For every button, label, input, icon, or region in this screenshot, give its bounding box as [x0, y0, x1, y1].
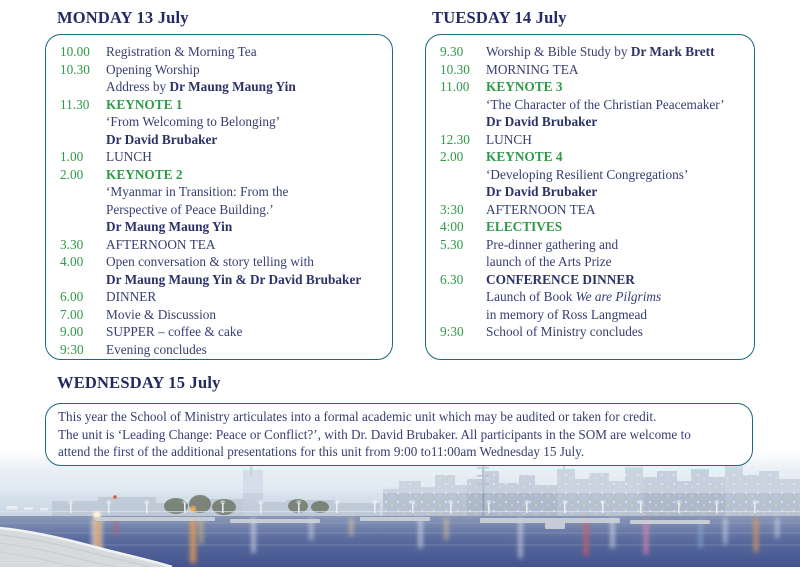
schedule-row [46, 201, 392, 219]
time-label: 11.00 [440, 79, 470, 94]
event-text [486, 61, 578, 79]
schedule-row [426, 271, 754, 289]
schedule-row [46, 148, 392, 166]
schedule-row [426, 131, 754, 149]
event-text [106, 183, 288, 201]
event-segment: Perspective of Peace Building.’ [106, 201, 274, 217]
event-segment: Launch of Book [486, 289, 576, 304]
schedule-row [426, 253, 754, 271]
event-segment: DINNER [106, 289, 157, 304]
schedule-row [46, 61, 392, 79]
event-text [106, 78, 296, 96]
event-segment: Dr Maung Maung Yin [169, 79, 296, 94]
event-segment: launch of the Arts Prize [486, 254, 612, 269]
schedule-row [46, 43, 392, 61]
schedule-row [426, 148, 754, 166]
event-text [486, 271, 635, 289]
event-text [486, 218, 562, 236]
time-label: 7.00 [60, 306, 84, 322]
event-segment: KEYNOTE 1 [106, 96, 183, 112]
schedule-row [46, 236, 392, 254]
event-segment: Address by [106, 79, 170, 94]
tuesday-schedule-box [425, 34, 755, 360]
event-segment: LUNCH [106, 149, 152, 164]
note-line: This year the School of Ministry articulates into a formal academic unit which may be audited or taken for credit. [58, 409, 657, 424]
schedule-row [426, 61, 754, 79]
note-line: attend the first of the additional presentations for this unit from 9:00 to11:00am Wednesday 15 July. [58, 444, 585, 460]
event-segment: Dr David Brubaker [106, 131, 218, 147]
event-text [486, 96, 725, 114]
event-text [106, 166, 182, 184]
note-line: The unit is ‘Leading Change: Peace or Conflict?’, with Dr. David Brubaker. All participants in the SOM are welcome to [58, 426, 691, 442]
schedule-row [46, 113, 392, 131]
schedule-row [46, 166, 392, 184]
time-label: 2.00 [440, 149, 464, 164]
event-text [486, 78, 562, 96]
time-label: 6.30 [440, 271, 464, 287]
event-segment: AFTERNOON TEA [106, 236, 216, 252]
event-segment: ‘The Character of the Christian Peacemaker’ [486, 96, 725, 112]
event-segment: Dr Mark Brett [630, 44, 715, 59]
event-segment: KEYNOTE 3 [486, 79, 563, 94]
event-segment: ‘From Welcoming to Belonging’ [106, 114, 281, 129]
event-segment: Worship & Bible Study by [486, 44, 631, 59]
event-text [486, 306, 647, 324]
time-label: 3:30 [440, 201, 464, 217]
schedule-row [46, 183, 392, 201]
schedule-row [426, 306, 754, 324]
event-segment: Dr David Brubaker [486, 184, 598, 199]
event-text [106, 61, 200, 79]
time-label: 2.00 [60, 166, 84, 182]
event-text [486, 43, 715, 61]
event-segment: KEYNOTE 4 [486, 149, 563, 164]
event-text [106, 323, 242, 341]
tuesday-heading: TUESDAY 14 July [432, 8, 567, 27]
event-text [106, 131, 217, 149]
event-text [106, 288, 156, 306]
time-label: 9.00 [60, 324, 84, 339]
event-segment: Dr David Brubaker [486, 114, 598, 129]
event-text [486, 183, 597, 201]
event-text [486, 166, 688, 184]
event-text [486, 236, 618, 254]
schedule-row [426, 78, 754, 96]
event-segment: ELECTIVES [486, 219, 563, 234]
event-text [106, 148, 152, 166]
monday-heading: MONDAY 13 July [57, 8, 189, 27]
event-text [106, 253, 314, 271]
event-text [486, 253, 612, 271]
schedule-row [46, 253, 392, 271]
event-text [106, 341, 207, 359]
schedule-row [426, 236, 754, 254]
event-text [106, 113, 280, 131]
time-label: 5.30 [440, 236, 464, 252]
event-segment: Open conversation & story telling with [106, 254, 314, 269]
schedule-row [46, 131, 392, 149]
wednesday-heading: WEDNESDAY 15 July [57, 373, 221, 392]
time-label: 9:30 [60, 341, 84, 357]
event-segment: Dr Maung Maung Yin [106, 219, 233, 234]
time-label: 11.30 [60, 96, 90, 112]
event-segment: KEYNOTE 2 [106, 166, 183, 182]
monday-schedule-box [45, 34, 393, 360]
event-text [486, 113, 597, 131]
schedule-row [426, 201, 754, 219]
schedule-row [46, 341, 392, 359]
event-segment: We are Pilgrims [575, 289, 662, 304]
schedule-row [46, 271, 392, 289]
event-text [486, 288, 661, 306]
event-segment: in memory of Ross Langmead [486, 306, 648, 322]
time-label: 10.00 [60, 44, 90, 59]
schedule-row [46, 288, 392, 306]
time-label: 9.30 [440, 44, 464, 59]
event-segment: Movie & Discussion [106, 306, 217, 322]
time-label: 3.30 [60, 236, 84, 252]
time-label: 10.30 [440, 61, 470, 77]
event-segment: Pre-dinner gathering and [486, 236, 619, 252]
event-segment: CONFERENCE DINNER [486, 271, 635, 287]
schedule-row [46, 78, 392, 96]
schedule-row [426, 218, 754, 236]
event-text [106, 271, 361, 289]
event-text [106, 96, 182, 114]
event-segment: ‘Developing Resilient Congregations’ [486, 166, 689, 182]
time-label: 10.30 [60, 61, 90, 77]
time-label: 4:00 [440, 219, 464, 234]
event-segment: SUPPER – coffee & cake [106, 324, 243, 339]
event-text [106, 43, 257, 61]
schedule-row [46, 306, 392, 324]
schedule-row [426, 113, 754, 131]
event-text [106, 236, 215, 254]
event-text [486, 201, 595, 219]
time-label: 12.30 [440, 131, 470, 147]
event-segment: School of Ministry concludes [486, 324, 643, 339]
event-segment: MORNING TEA [486, 61, 579, 77]
time-label: 9:30 [440, 324, 464, 339]
schedule-row [426, 166, 754, 184]
event-segment: AFTERNOON TEA [486, 201, 596, 217]
event-segment: Dr Maung Maung Yin & Dr David Brubaker [106, 271, 362, 287]
schedule-row [426, 183, 754, 201]
schedule-row [426, 96, 754, 114]
schedule-row [46, 218, 392, 236]
event-text [486, 148, 562, 166]
wednesday-note-box [45, 403, 753, 466]
event-segment: ‘Myanmar in Transition: From the [106, 184, 289, 199]
event-segment: Evening concludes [106, 341, 207, 357]
event-segment: Opening Worship [106, 61, 200, 77]
event-text [106, 201, 274, 219]
event-segment: LUNCH [486, 131, 532, 147]
time-label: 6.00 [60, 289, 84, 304]
event-text [106, 218, 232, 236]
event-text [486, 323, 643, 341]
time-label: 4.00 [60, 254, 84, 269]
time-label: 1.00 [60, 149, 84, 164]
schedule-row [46, 96, 392, 114]
schedule-row [46, 323, 392, 341]
schedule-row [426, 323, 754, 341]
event-text [106, 306, 216, 324]
event-text [486, 131, 532, 149]
schedule-row [426, 288, 754, 306]
event-segment: Registration & Morning Tea [106, 44, 257, 59]
schedule-row [426, 43, 754, 61]
